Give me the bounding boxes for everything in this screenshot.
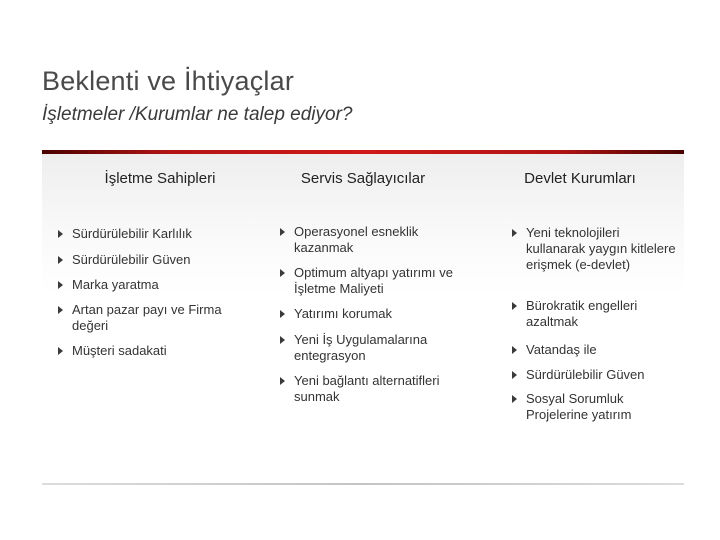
list-item: Sürdürülebilir Karlılık bbox=[56, 226, 262, 242]
arrow-bullet-icon bbox=[58, 347, 63, 355]
arrow-bullet-icon bbox=[512, 229, 517, 237]
arrow-bullet-icon bbox=[512, 346, 517, 354]
arrow-bullet-icon bbox=[58, 230, 63, 238]
list-item: Yeni İş Uygulamalarına entegrasyon bbox=[278, 332, 464, 364]
list-item: Vatandaş ile bbox=[510, 342, 676, 358]
list-item: Operasyonel esneklik kazanmak bbox=[278, 224, 464, 256]
arrow-bullet-icon bbox=[280, 310, 285, 318]
arrow-bullet-icon bbox=[58, 306, 63, 314]
arrow-bullet-icon bbox=[58, 281, 63, 289]
list-item: Sürdürülebilir Güven bbox=[56, 252, 262, 268]
list-item: Sosyal Sorumluk Projelerine yatırım bbox=[510, 391, 676, 423]
list-item: Yeni bağlantı alternatifleri sunmak bbox=[278, 373, 464, 405]
list-item: Marka yaratma bbox=[56, 277, 262, 293]
slide-title: Beklenti ve İhtiyaçlar bbox=[42, 66, 295, 96]
arrow-bullet-icon bbox=[280, 377, 285, 385]
arrow-bullet-icon bbox=[280, 228, 285, 236]
arrow-bullet-icon bbox=[58, 256, 63, 264]
arrow-bullet-icon bbox=[512, 302, 517, 310]
arrow-bullet-icon bbox=[280, 269, 285, 277]
list-item: Sürdürülebilir Güven bbox=[510, 367, 676, 383]
list-item: Bürokratik engelleri azaltmak bbox=[510, 298, 676, 330]
list-item: Yeni teknolojileri kullanarak yaygın kitlelere erişmek (e-devlet) bbox=[510, 225, 676, 273]
arrow-bullet-icon bbox=[512, 371, 517, 379]
arrow-bullet-icon bbox=[512, 395, 517, 403]
slide-subtitle: İşletmeler /Kurumlar ne talep ediyor? bbox=[42, 104, 353, 125]
list-item: Optimum altyapı yatırımı ve İşletme Maliyeti bbox=[278, 265, 464, 297]
table-bottom-rule bbox=[42, 483, 684, 485]
column-header-isletme-sahipleri: İşletme Sahipleri bbox=[104, 170, 216, 187]
list-item: Artan pazar payı ve Firma değeri bbox=[56, 302, 252, 334]
column-header-devlet-kurumlari: Devlet Kurumları bbox=[524, 170, 636, 187]
list-item: Müşteri sadakati bbox=[56, 343, 262, 359]
column-header-servis-saglayicilar: Servis Sağlayıcılar bbox=[300, 170, 426, 187]
arrow-bullet-icon bbox=[280, 336, 285, 344]
list-item: Yatırımı korumak bbox=[278, 306, 464, 322]
